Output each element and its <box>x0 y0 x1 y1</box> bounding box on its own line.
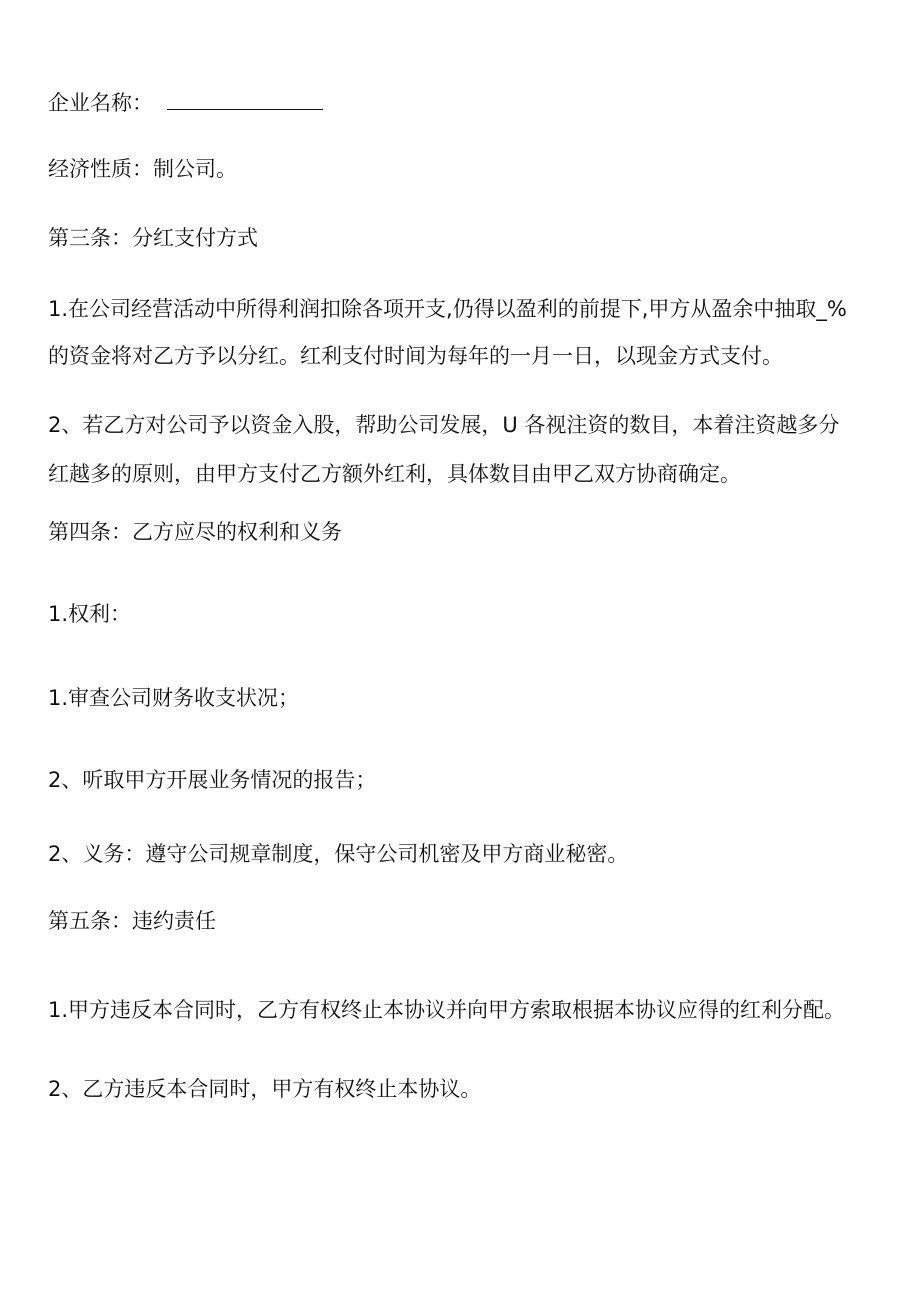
article-5-title: 第五条：违约责任 <box>48 909 216 933</box>
obligations-line: 2、义务：遵守公司规章制度，保守公司机密及甲方商业秘密。 <box>48 842 629 866</box>
article-3-title: 第三条：分红支付方式 <box>48 226 258 250</box>
company-name-blank <box>167 87 323 110</box>
article-3-item-1-line-2: 的资金将对乙方予以分红。红利支付时间为每年的一月一日，以现金方式支付。 <box>48 344 783 368</box>
rights-title: 1.权利： <box>48 602 132 626</box>
economic-nature-line: 经济性质：制公司。 <box>48 157 237 181</box>
rights-item-1: 1.审查公司财务收支状况； <box>48 686 300 710</box>
article-3-item-2-line-1: 2、若乙方对公司予以资金入股，帮助公司发展，U 各视注资的数目，本着注资越多分 <box>48 413 840 437</box>
company-name-line <box>48 87 323 117</box>
article-4-title: 第四条：乙方应尽的权利和义务 <box>48 520 342 544</box>
company-name-label: 企业名称： <box>48 91 153 115</box>
article-5-item-1: 1.甲方违反本合同时，乙方有权终止本协议并向甲方索取根据本协议应得的红利分配。 <box>48 998 846 1022</box>
article-5-item-2: 2、乙方违反本合同时，甲方有权终止本协议。 <box>48 1077 482 1101</box>
article-3-item-1-line-1: 1.在公司经营活动中所得利润扣除各项开支,仍得以盈利的前提下,甲方从盈余中抽取_% <box>48 297 847 321</box>
article-3-item-2-line-2: 红越多的原则，由甲方支付乙方额外红利，具体数目由甲乙双方协商确定。 <box>48 462 741 486</box>
rights-item-2: 2、听取甲方开展业务情况的报告； <box>48 768 377 792</box>
